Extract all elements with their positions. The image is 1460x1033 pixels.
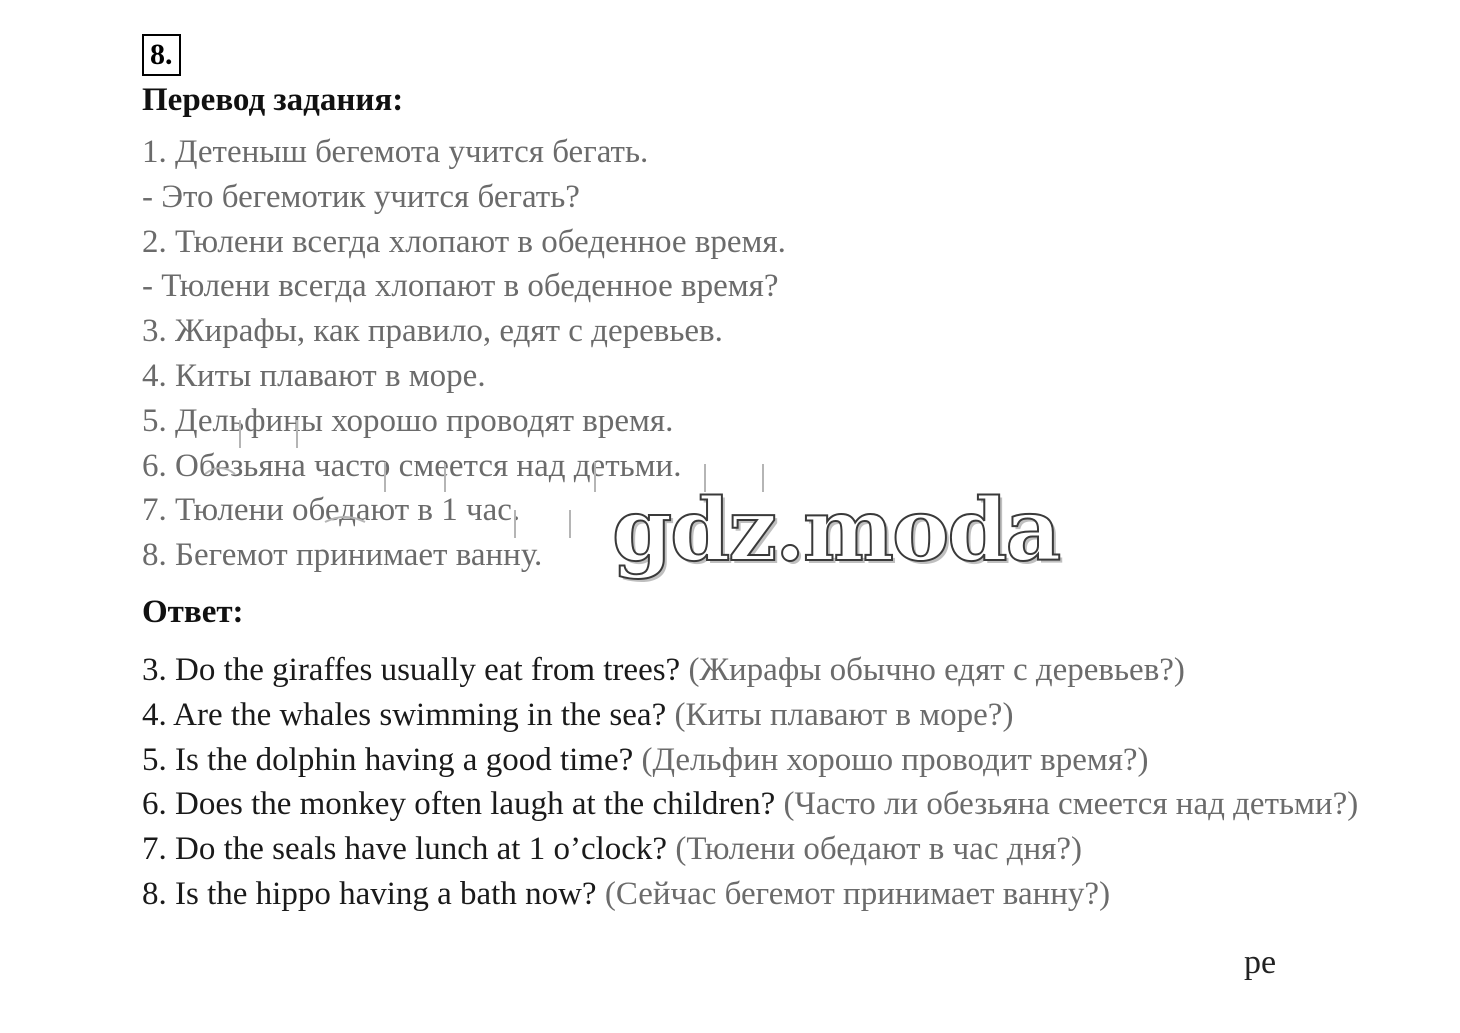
answer-line	[142, 782, 1432, 827]
answer-russian: (Тюлени обедают в час дня?)	[675, 831, 1082, 868]
answer-russian: (Часто ли обезьяна смеется над детьми?)	[783, 786, 1359, 823]
translation-line: 3. Жирафы, как правило, едят с деревьев.	[142, 313, 723, 350]
translation-line: - Тюлени всегда хлопают в обеденное время?	[142, 268, 779, 305]
answer-english: 5. Is the dolphin having a good time?	[142, 741, 634, 778]
answer-english: 4. Are the whales swimming in the sea?	[142, 696, 667, 733]
translation-line: - Это бегемотик учится бегать?	[142, 178, 580, 215]
translation-line: 2. Тюлени всегда хлопают в обеденное время.	[142, 223, 786, 260]
answer-line	[142, 827, 1432, 872]
answer-line	[142, 648, 1432, 693]
page-corner-fragment: pe	[1244, 944, 1277, 981]
answer-line	[142, 693, 1432, 738]
translation-line: 8. Бегемот принимает ванну.	[142, 537, 543, 574]
answer-english: 8. Is the hippo having a bath now?	[142, 875, 597, 912]
answer-english: 7. Do the seals have lunch at 1 o’clock?	[142, 831, 668, 868]
answer-russian: (Киты плавают в море?)	[674, 696, 1014, 733]
translation-line: 6. Обезьяна часто смеется над детьми.	[142, 447, 682, 484]
translation-line: 5. Дельфины хорошо проводят время.	[142, 402, 674, 439]
answer-russian: (Сейчас бегемот принимает ванну?)	[604, 875, 1111, 912]
answer-english: 3. Do the giraffes usually eat from trees?	[142, 651, 681, 688]
answer-list	[142, 648, 1432, 917]
document-page	[142, 34, 1432, 917]
answer-line	[142, 738, 1432, 783]
answer-russian: (Жирафы обычно едят с деревьев?)	[688, 651, 1185, 688]
translation-line: 4. Киты плавают в море.	[142, 357, 486, 394]
answer-heading: Ответ:	[142, 593, 244, 630]
task-number-box: 8.	[142, 34, 181, 76]
answer-english: 6. Does the monkey often laugh at the children?	[142, 786, 776, 823]
answer-line	[142, 872, 1432, 917]
translation-line: 7. Тюлени обедают в 1 час.	[142, 492, 521, 529]
answer-russian: (Дельфин хорошо проводит время?)	[641, 741, 1149, 778]
translation-heading: Перевод задания:	[142, 82, 404, 118]
watermark-logo: gdz.moda	[612, 480, 1060, 581]
translation-line: 1. Детеныш бегемота учится бегать.	[142, 134, 649, 170]
